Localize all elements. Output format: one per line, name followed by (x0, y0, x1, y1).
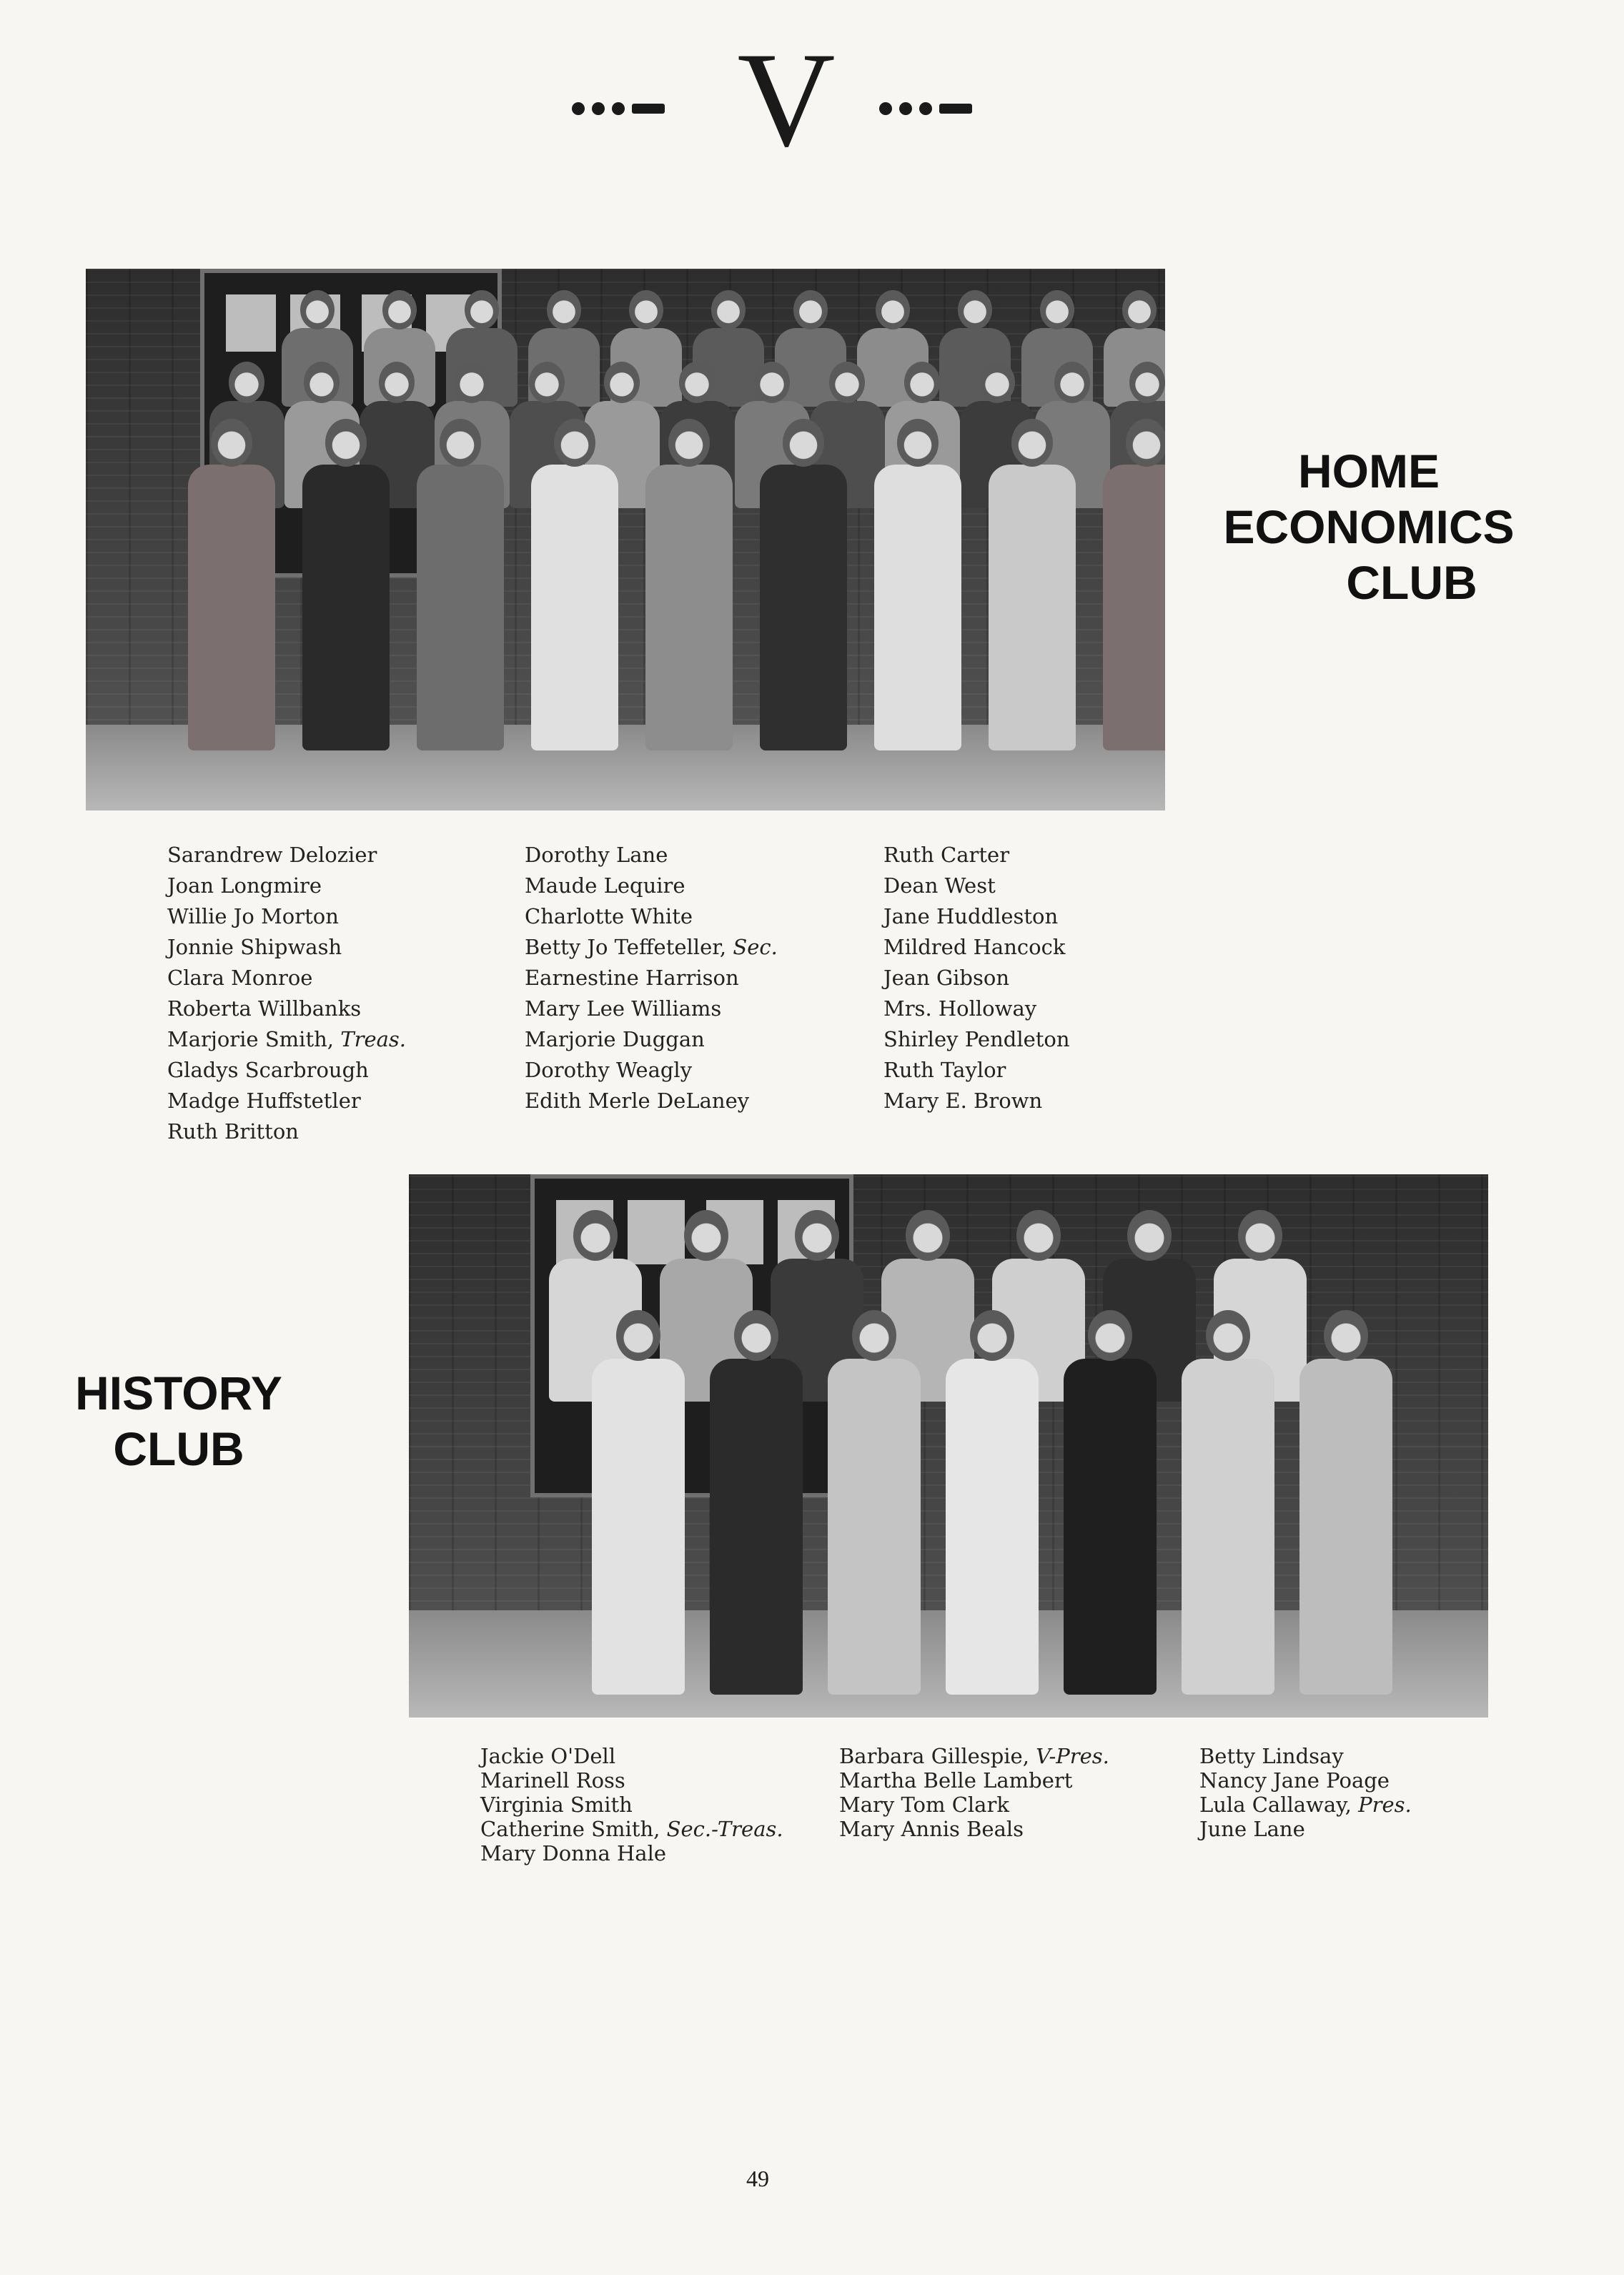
member-entry (480, 1817, 783, 1841)
home-economics-club-photo (86, 269, 1165, 811)
member-name: Jean Gibson (883, 966, 1009, 990)
member-name: Mary Tom Clark (839, 1793, 1009, 1817)
member-name: Nancy Jane Poage (1199, 1768, 1390, 1793)
person-head (1016, 1210, 1061, 1261)
person-head (958, 290, 992, 329)
title-line: CLUB (1346, 556, 1477, 609)
member-name: Ruth Britton (167, 1119, 299, 1144)
person-head (211, 419, 252, 467)
member-entry (525, 871, 778, 901)
person-head (229, 362, 264, 403)
person-body (417, 465, 504, 750)
member-name: Sarandrew Delozier (167, 843, 377, 867)
member-name: Ruth Carter (883, 843, 1010, 867)
history-title (71, 1365, 286, 1477)
person-head (970, 1310, 1014, 1361)
member-entry (525, 1086, 778, 1116)
member-name: Shirley Pendleton (883, 1027, 1070, 1051)
person-head (1126, 419, 1165, 467)
person-head (1040, 290, 1074, 329)
member-entry (525, 932, 778, 963)
person-head (379, 362, 415, 403)
person-body (760, 465, 847, 750)
member-name: Barbara Gillespie, (839, 1744, 1029, 1768)
member-name: Clara Monroe (167, 966, 313, 990)
home-economics-members-column-1 (167, 840, 406, 1147)
member-entry (883, 871, 1070, 901)
member-entry (525, 963, 778, 993)
person-body (1182, 1359, 1274, 1695)
member-name: Mary Lee Williams (525, 996, 722, 1021)
member-name: Mary Annis Beals (839, 1817, 1024, 1841)
person-head (979, 362, 1015, 403)
person-head (679, 362, 715, 403)
member-name: Virginia Smith (480, 1793, 633, 1817)
member-entry (1199, 1817, 1412, 1841)
person-head (547, 290, 581, 329)
header-ornament (558, 25, 1015, 175)
history-club-photo (409, 1174, 1488, 1718)
section-letter: V (737, 25, 836, 175)
person-body (531, 465, 618, 750)
member-name: Willie Jo Morton (167, 904, 339, 928)
member-entry (525, 840, 778, 871)
member-entry (167, 1086, 406, 1116)
person-body (1103, 465, 1165, 750)
member-name: Maude Lequire (525, 873, 685, 898)
person-body (302, 465, 390, 750)
member-entry (480, 1793, 783, 1817)
member-name: Jackie O'Dell (480, 1744, 616, 1768)
member-name: Jonnie Shipwash (167, 935, 342, 959)
member-name: Marinell Ross (480, 1768, 625, 1793)
home-economics-title (1208, 443, 1530, 610)
person-head (795, 1210, 839, 1261)
title-line: ECONOMICS (1223, 500, 1515, 553)
person-body (946, 1359, 1039, 1695)
member-name: Dorothy Weagly (525, 1058, 693, 1082)
member-entry (525, 1055, 778, 1086)
member-name: Mary E. Brown (883, 1089, 1043, 1113)
member-name: Edith Merle DeLaney (525, 1089, 750, 1113)
person-head (529, 362, 565, 403)
member-role: Sec.-Treas. (666, 1817, 783, 1841)
person-head (604, 362, 640, 403)
person-head (1129, 362, 1165, 403)
person-head (629, 290, 663, 329)
member-entry (167, 901, 406, 932)
person-head (616, 1310, 660, 1361)
person-head (573, 1210, 618, 1261)
history-members-column-2 (839, 1744, 1109, 1841)
person-head (325, 419, 367, 467)
member-name: Martha Belle Lambert (839, 1768, 1073, 1793)
right-dot-ornament (872, 99, 1036, 118)
member-entry (883, 840, 1070, 871)
person-head (1127, 1210, 1172, 1261)
person-head (1206, 1310, 1250, 1361)
member-role: Treas. (340, 1027, 406, 1051)
home-economics-members-column-3 (883, 840, 1070, 1116)
member-name: Dorothy Lane (525, 843, 668, 867)
member-name: Mildred Hancock (883, 935, 1066, 959)
member-name: Jane Huddleston (883, 904, 1059, 928)
left-dot-ornament (558, 99, 722, 118)
member-entry (839, 1793, 1109, 1817)
member-name: Madge Huffstetler (167, 1089, 361, 1113)
member-entry (480, 1744, 783, 1768)
member-entry (883, 993, 1070, 1024)
person-head (382, 290, 417, 329)
member-name: Mary Donna Hale (480, 1841, 667, 1865)
person-body (1299, 1359, 1392, 1695)
member-name: Roberta Willbanks (167, 996, 362, 1021)
member-entry (167, 932, 406, 963)
member-entry (525, 993, 778, 1024)
member-entry (167, 1024, 406, 1055)
person-head (1238, 1210, 1282, 1261)
member-name: Gladys Scarbrough (167, 1058, 369, 1082)
member-entry (883, 963, 1070, 993)
person-head (711, 290, 746, 329)
person-head (440, 419, 481, 467)
member-name: Marjorie Duggan (525, 1027, 705, 1051)
home-economics-members-column-2 (525, 840, 778, 1116)
member-entry (1199, 1744, 1412, 1768)
person-head (1324, 1310, 1368, 1361)
member-name: Marjorie Smith, (167, 1027, 335, 1051)
person-head (1011, 419, 1053, 467)
member-entry (167, 993, 406, 1024)
person-head (897, 419, 939, 467)
member-entry (167, 1116, 406, 1147)
person-head (783, 419, 824, 467)
person-head (1054, 362, 1090, 403)
member-entry (839, 1744, 1109, 1768)
member-entry (883, 932, 1070, 963)
person-head (793, 290, 828, 329)
member-entry (839, 1817, 1109, 1841)
person-head (734, 1310, 778, 1361)
person-head (454, 362, 490, 403)
person-body (828, 1359, 921, 1695)
person-body (710, 1359, 803, 1695)
person-head (304, 362, 340, 403)
member-entry (480, 1768, 783, 1793)
person-head (876, 290, 910, 329)
person-head (906, 1210, 950, 1261)
member-entry (839, 1768, 1109, 1793)
person-head (754, 362, 790, 403)
member-entry (1199, 1793, 1412, 1817)
member-name: Mrs. Holloway (883, 996, 1037, 1021)
member-entry (883, 901, 1070, 932)
member-entry (883, 1024, 1070, 1055)
member-name: June Lane (1199, 1817, 1305, 1841)
member-entry (167, 1055, 406, 1086)
person-body (592, 1359, 685, 1695)
person-body (1064, 1359, 1157, 1695)
member-name: Betty Jo Teffeteller, (525, 935, 727, 959)
member-entry (883, 1086, 1070, 1116)
member-entry (167, 963, 406, 993)
person-body (645, 465, 733, 750)
member-role: V-Pres. (1036, 1744, 1109, 1768)
member-entry (525, 1024, 778, 1055)
history-members-column-3 (1199, 1744, 1412, 1841)
member-name: Betty Lindsay (1199, 1744, 1344, 1768)
member-name: Lula Callaway, (1199, 1793, 1352, 1817)
member-entry (167, 871, 406, 901)
member-entry (883, 1055, 1070, 1086)
person-head (1088, 1310, 1132, 1361)
member-name: Catherine Smith, (480, 1817, 660, 1841)
title-line: HOME (1298, 445, 1440, 497)
member-name: Joan Longmire (167, 873, 322, 898)
person-head (1122, 290, 1157, 329)
member-entry (1199, 1768, 1412, 1793)
member-role: Sec. (733, 935, 778, 959)
history-members-column-1 (480, 1744, 783, 1865)
person-body (989, 465, 1076, 750)
member-entry (167, 840, 406, 871)
member-role: Pres. (1358, 1793, 1412, 1817)
person-head (684, 1210, 728, 1261)
member-name: Charlotte White (525, 904, 693, 928)
person-body (874, 465, 961, 750)
page-number: 49 (746, 2166, 769, 2191)
member-name: Ruth Taylor (883, 1058, 1006, 1082)
person-head (904, 362, 940, 403)
person-head (829, 362, 865, 403)
member-entry (480, 1841, 783, 1865)
person-head (300, 290, 335, 329)
member-name: Earnestine Harrison (525, 966, 739, 990)
person-head (852, 1310, 896, 1361)
member-entry (525, 901, 778, 932)
person-head (465, 290, 499, 329)
person-head (554, 419, 595, 467)
member-name: Dean West (883, 873, 996, 898)
person-body (188, 465, 275, 750)
title-line: CLUB (113, 1422, 244, 1475)
title-line: HISTORY (75, 1367, 282, 1419)
person-head (668, 419, 710, 467)
